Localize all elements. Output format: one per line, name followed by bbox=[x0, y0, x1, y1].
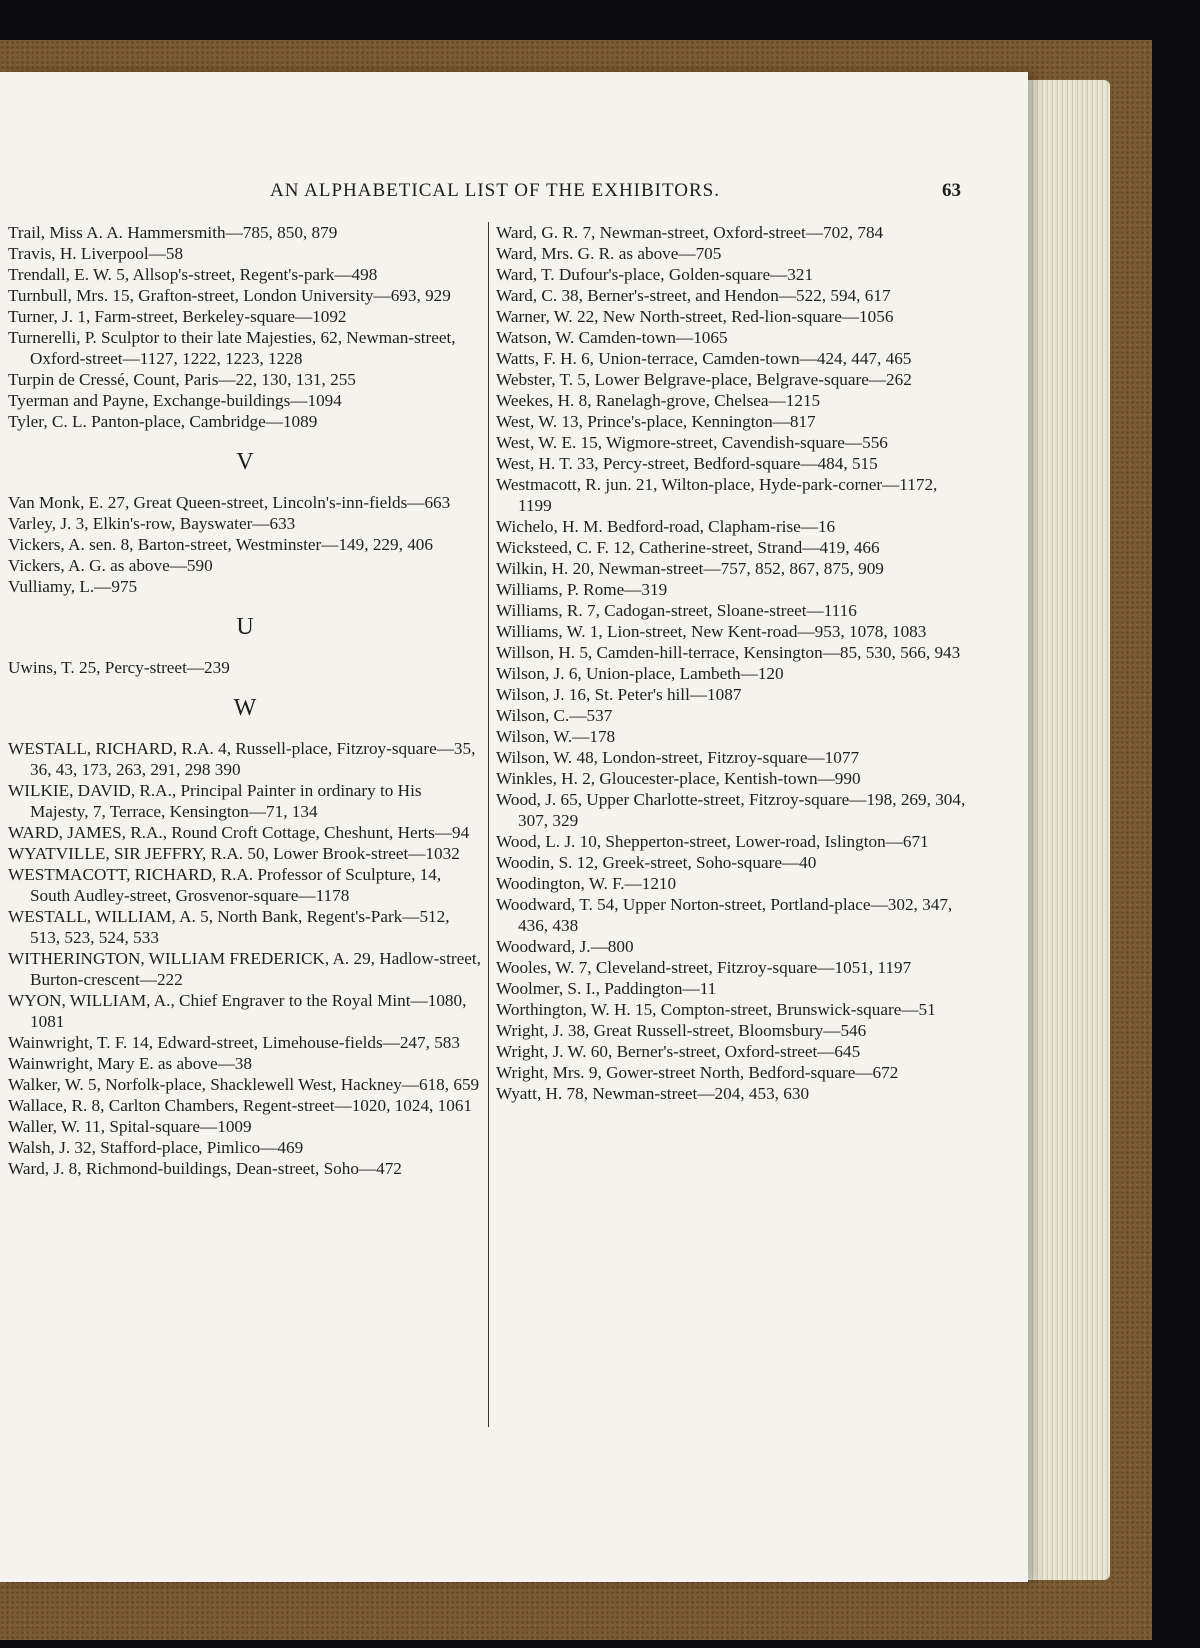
exhibitor-entry: Waller, W. 11, Spital-square—1009 bbox=[8, 1117, 252, 1136]
exhibitor-entry: WESTMACOTT, RICHARD, R.A. Professor of Sculpture, 14, South Audley-street, Grosvenor-square—1178 bbox=[8, 865, 442, 905]
exhibitor-entry: Winkles, H. 2, Gloucester-place, Kentish-town—990 bbox=[496, 769, 861, 788]
section-heading-v: V bbox=[236, 449, 254, 475]
exhibitor-entry: Wainwright, T. F. 14, Edward-street, Limehouse-fields—247, 583 bbox=[8, 1033, 460, 1052]
exhibitor-entry: Woodward, T. 54, Upper Norton-street, Portland-place—302, 347, 436, 438 bbox=[496, 895, 953, 935]
exhibitor-entry: Wyatt, H. 78, Newman-street—204, 453, 630 bbox=[496, 1084, 810, 1103]
exhibitor-entry: Trendall, E. W. 5, Allsop's-street, Regent's-park—498 bbox=[8, 265, 378, 284]
exhibitor-entry: WESTALL, RICHARD, R.A. 4, Russell-place, Fitzroy-square—35, 36, 43, 173, 263, 291, 298 390 bbox=[8, 739, 476, 779]
section-heading-w: W bbox=[233, 695, 257, 721]
exhibitor-entry: Van Monk, E. 27, Great Queen-street, Lincoln's-inn-fields—663 bbox=[8, 493, 451, 512]
exhibitor-entry: Willson, H. 5, Camden-hill-terrace, Kensington—85, 530, 566, 943 bbox=[496, 643, 961, 662]
exhibitor-entry: Ward, J. 8, Richmond-buildings, Dean-street, Soho—472 bbox=[8, 1159, 402, 1178]
exhibitor-entry: Walker, W. 5, Norfolk-place, Shacklewell West, Hackney—618, 659 bbox=[8, 1075, 480, 1094]
exhibitor-entry: WYON, WILLIAM, A., Chief Engraver to the Royal Mint—1080, 1081 bbox=[8, 991, 467, 1031]
exhibitor-entry: Worthington, W. H. 15, Compton-street, Brunswick-square—51 bbox=[496, 1000, 936, 1019]
group-t-entries bbox=[8, 222, 482, 432]
exhibitor-entry: Wright, J. W. 60, Berner's-street, Oxford-street—645 bbox=[496, 1042, 861, 1061]
exhibitor-entry: Travis, H. Liverpool—58 bbox=[8, 244, 184, 263]
column-rule bbox=[488, 222, 489, 1427]
exhibitor-entry: WYATVILLE, SIR JEFFRY, R.A. 50, Lower Brook-street—1032 bbox=[8, 844, 460, 863]
exhibitor-entry: WITHERINGTON, WILLIAM FREDERICK, A. 29, Hadlow-street, Burton-crescent—222 bbox=[8, 949, 481, 989]
section-heading-u: U bbox=[236, 614, 254, 640]
group-u-entries bbox=[8, 657, 482, 678]
exhibitor-entry: Walsh, J. 32, Stafford-place, Pimlico—469 bbox=[8, 1138, 304, 1157]
exhibitor-entry: Woodward, J.—800 bbox=[496, 937, 634, 956]
exhibitor-entry: WILKIE, DAVID, R.A., Principal Painter in ordinary to His Majesty, 7, Terrace, Kensington—71, 134 bbox=[8, 781, 422, 821]
group-w-entries bbox=[8, 738, 482, 1179]
exhibitor-entry: West, W. E. 15, Wigmore-street, Cavendish-square—556 bbox=[496, 433, 888, 452]
exhibitor-entry: Wichelo, H. M. Bedford-road, Clapham-rise—16 bbox=[496, 517, 836, 536]
exhibitor-entry: Trail, Miss A. A. Hammersmith—785, 850, 879 bbox=[8, 223, 338, 242]
group-v-entries bbox=[8, 492, 482, 597]
left-column bbox=[8, 222, 482, 1179]
exhibitor-entry: Ward, Mrs. G. R. as above—705 bbox=[496, 244, 722, 263]
exhibitor-entry: Woodington, W. F.—1210 bbox=[496, 874, 677, 893]
exhibitor-entry: Watts, F. H. 6, Union-terrace, Camden-town—424, 447, 465 bbox=[496, 349, 912, 368]
exhibitor-entry: WESTALL, WILLIAM, A. 5, North Bank, Regent's-Park—512, 513, 523, 524, 533 bbox=[8, 907, 450, 947]
exhibitor-entry: Wallace, R. 8, Carlton Chambers, Regent-street—1020, 1024, 1061 bbox=[8, 1096, 473, 1115]
exhibitor-entry: West, H. T. 33, Percy-street, Bedford-square—484, 515 bbox=[496, 454, 878, 473]
exhibitor-entry: Varley, J. 3, Elkin's-row, Bayswater—633 bbox=[8, 514, 296, 533]
exhibitor-entry: Wood, J. 65, Upper Charlotte-street, Fitzroy-square—198, 269, 304, 307, 329 bbox=[496, 790, 966, 830]
exhibitor-entry: Ward, G. R. 7, Newman-street, Oxford-street—702, 784 bbox=[496, 223, 884, 242]
exhibitor-entry: Weekes, H. 8, Ranelagh-grove, Chelsea—1215 bbox=[496, 391, 821, 410]
exhibitor-entry: Wainwright, Mary E. as above—38 bbox=[8, 1054, 252, 1073]
exhibitor-entry: Turnerelli, P. Sculptor to their late Majesties, 62, Newman-street, Oxford-street—1127, 1222, 1223, 1228 bbox=[8, 328, 456, 368]
exhibitor-entry: Wright, J. 38, Great Russell-street, Bloomsbury—546 bbox=[496, 1021, 867, 1040]
exhibitor-entry: Tyler, C. L. Panton-place, Cambridge—1089 bbox=[8, 412, 318, 431]
exhibitor-entry: Westmacott, R. jun. 21, Wilton-place, Hyde-park-corner—1172, 1199 bbox=[496, 475, 938, 515]
exhibitor-entry: West, W. 13, Prince's-place, Kennington—817 bbox=[496, 412, 816, 431]
right-column bbox=[496, 222, 970, 1104]
exhibitor-entry: Wood, L. J. 10, Shepperton-street, Lower-road, Islington—671 bbox=[496, 832, 929, 851]
exhibitor-entry: Webster, T. 5, Lower Belgrave-place, Belgrave-square—262 bbox=[496, 370, 912, 389]
exhibitor-entry: Wilkin, H. 20, Newman-street—757, 852, 867, 875, 909 bbox=[496, 559, 884, 578]
exhibitor-entry: Tyerman and Payne, Exchange-buildings—1094 bbox=[8, 391, 342, 410]
exhibitor-entry: Wicksteed, C. F. 12, Catherine-street, Strand—419, 466 bbox=[496, 538, 880, 557]
exhibitor-entry: Woolmer, S. I., Paddington—11 bbox=[496, 979, 717, 998]
exhibitor-entry: Wright, Mrs. 9, Gower-street North, Bedford-square—672 bbox=[496, 1063, 899, 1082]
exhibitor-entry: Turner, J. 1, Farm-street, Berkeley-square—1092 bbox=[8, 307, 347, 326]
exhibitor-entry: Williams, R. 7, Cadogan-street, Sloane-street—1116 bbox=[496, 601, 857, 620]
exhibitor-entry: Vickers, A. sen. 8, Barton-street, Westminster—149, 229, 406 bbox=[8, 535, 433, 554]
exhibitor-entry: Warner, W. 22, New North-street, Red-lion-square—1056 bbox=[496, 307, 894, 326]
running-head: AN ALPHABETICAL LIST OF THE EXHIBITORS. bbox=[270, 180, 720, 201]
exhibitor-entry: Wooles, W. 7, Cleveland-street, Fitzroy-square—1051, 1197 bbox=[496, 958, 912, 977]
exhibitor-entry: Watson, W. Camden-town—1065 bbox=[496, 328, 728, 347]
exhibitor-entry: Ward, C. 38, Berner's-street, and Hendon—522, 594, 617 bbox=[496, 286, 891, 305]
exhibitor-entry: Wilson, W.—178 bbox=[496, 727, 616, 746]
exhibitor-entry: Williams, P. Rome—319 bbox=[496, 580, 668, 599]
exhibitor-entry: Turpin de Cressé, Count, Paris—22, 130, 131, 255 bbox=[8, 370, 356, 389]
exhibitor-entry: Woodin, S. 12, Greek-street, Soho-square—40 bbox=[496, 853, 817, 872]
exhibitor-entry: Vickers, A. G. as above—590 bbox=[8, 556, 213, 575]
exhibitor-entry: Uwins, T. 25, Percy-street—239 bbox=[8, 658, 230, 677]
exhibitor-entry: Wilson, W. 48, London-street, Fitzroy-square—1077 bbox=[496, 748, 860, 767]
exhibitor-entry: Wilson, C.—537 bbox=[496, 706, 613, 725]
exhibitor-entry: Vulliamy, L.—975 bbox=[8, 577, 138, 596]
exhibitor-entry: Ward, T. Dufour's-place, Golden-square—321 bbox=[496, 265, 814, 284]
exhibitor-entry: Wilson, J. 6, Union-place, Lambeth—120 bbox=[496, 664, 784, 683]
exhibitor-entry: WARD, JAMES, R.A., Round Croft Cottage, Cheshunt, Herts—94 bbox=[8, 823, 470, 842]
page-number: 63 bbox=[942, 180, 961, 201]
exhibitor-entry: Turnbull, Mrs. 15, Grafton-street, London University—693, 929 bbox=[8, 286, 451, 305]
exhibitor-entry: Wilson, J. 16, St. Peter's hill—1087 bbox=[496, 685, 742, 704]
exhibitor-entry: Williams, W. 1, Lion-street, New Kent-road—953, 1078, 1083 bbox=[496, 622, 927, 641]
